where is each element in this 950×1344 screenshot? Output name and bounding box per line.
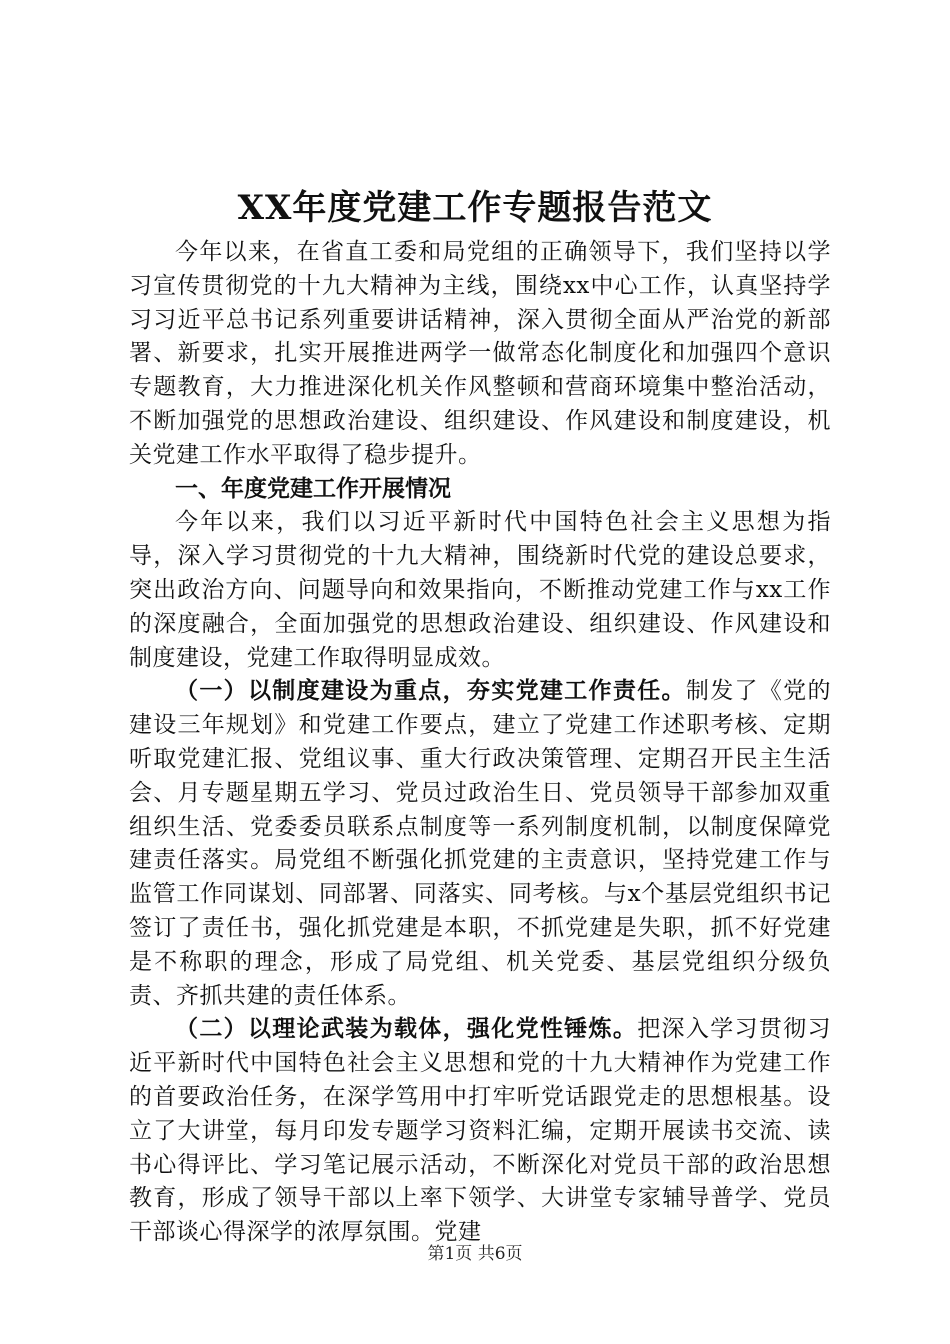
item-2-heading: （二）以理论武装为载体，强化党性锤炼。 <box>175 1016 638 1043</box>
item-1-paragraph <box>129 675 831 1013</box>
item-1-heading: （一）以制度建设为重点，夯实党建工作责任。 <box>175 678 686 705</box>
item-2-text: 把深入学习贯彻习近平新时代中国特色社会主义思想和党的十九大精神作为党建工作的首要政治任务，在深学笃用中打牢听党话跟党走的思想根基。设立了大讲堂，每月印发专题学习资料汇编，定期开展读书交流、读书心得评比、学习笔记展示活动，不断深化对党员干部的政治思想教育，形成了领导干部以上率下领学、大讲堂专家辅导普学、党员干部谈心得深学的浓厚氛围。党建 <box>129 1016 832 1246</box>
item-2-paragraph <box>129 1013 831 1250</box>
page-number-footer: 第1页 共6页 <box>427 1244 523 1264</box>
item-1-text: 制发了《党的建设三年规划》和党建工作要点，建立了党建工作述职考核、定期听取党建汇报、党组议事、重大行政决策管理、定期召开民主生活会、月专题星期五学习、党员过政治生日、党员领导干部参加双重组织生活、党委委员联系点制度等一系列制度机制，以制度保障党建责任落实。局党组不断强化抓党建的主责意识，坚持党建工作与监管工作同谋划、同部署、同落实、同考核。与x个基层党组织书记签订了责任书，强化抓党建是本职，不抓党建是失职，抓不好党建是不称职的理念，形成了局党组、机关党委、基层党组织分级负责、齐抓共建的责任体系。 <box>129 678 832 1009</box>
intro-paragraph: 今年以来，在省直工委和局党组的正确领导下，我们坚持以学习宣传贯彻党的十九大精神为主线，围绕xx中心工作，认真坚持学习习近平总书记系列重要讲话精神，深入贯彻全面从严治党的新部署、新要求，扎实开展推进两学一做常态化制度化和加强四个意识专题教育，大力推进深化机关作风整顿和营商环境集中整治活动，不断加强党的思想政治建设、组织建设、作风建设和制度建设，机关党建工作水平取得了稳步提升。 <box>129 239 831 468</box>
section-heading: 一、年度党建工作开展情况 <box>175 475 451 502</box>
document-body <box>129 236 831 1250</box>
section-intro-paragraph: 今年以来，我们以习近平新时代中国特色社会主义思想为指导，深入学习贯彻党的十九大精神，围绕新时代党的建设总要求，突出政治方向、问题导向和效果指向，不断推动党建工作与xx工作的深度融合，全面加强党的思想政治建设、组织建设、作风建设和制度建设，党建工作取得明显成效。 <box>129 509 831 671</box>
document-title: XX年度党建工作专题报告范文 <box>237 188 713 228</box>
